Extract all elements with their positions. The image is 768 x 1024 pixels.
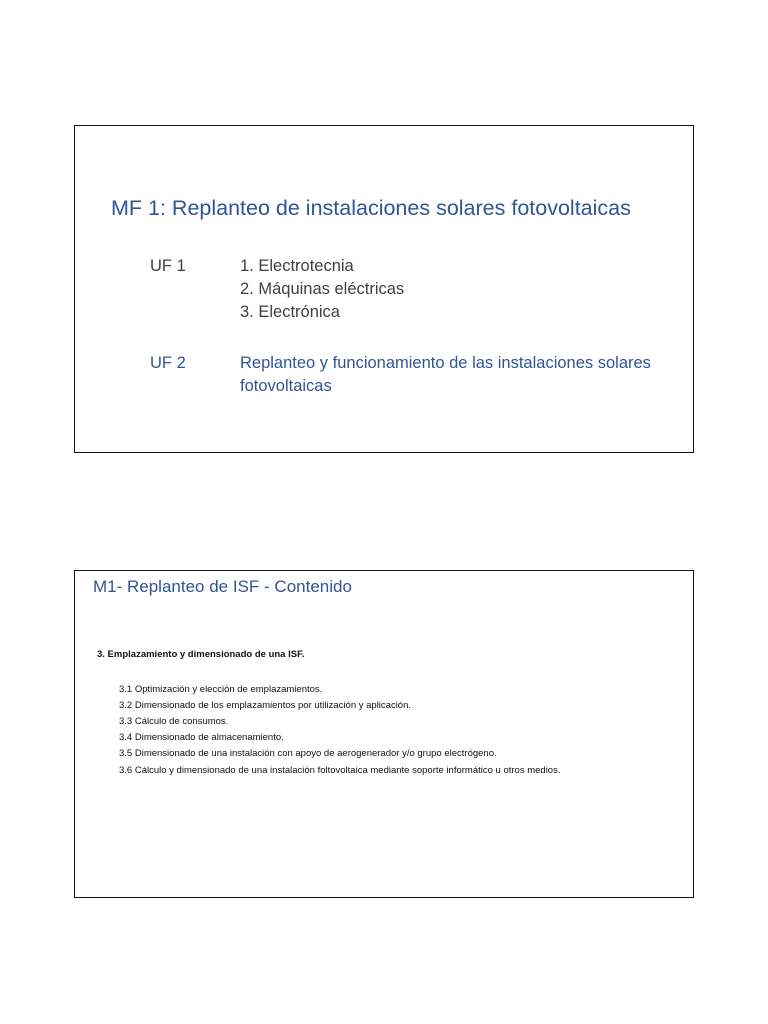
uf2-label: UF 2 — [150, 354, 186, 372]
slide-1-title: MF 1: Replanteo de instalaciones solares fotovoltaicas — [111, 196, 631, 220]
list-item: 3.4 Dimensionado de almacenamiento. — [119, 732, 284, 743]
uf1-item-electrotecnia: 1. Electrotecnia — [240, 257, 354, 275]
section-heading: 3. Emplazamiento y dimensionado de una ISF. — [97, 649, 305, 660]
list-item: 3.1 Optimización y elección de emplazamientos. — [119, 684, 323, 695]
slide-1 — [74, 125, 694, 453]
uf2-text: Replanteo y funcionamiento de las instalaciones solares fotovoltaicas — [240, 354, 651, 395]
list-item: 3.3 Cálculo de consumos. — [119, 716, 229, 727]
uf1-items — [240, 255, 404, 324]
list-item: 3.6 Cálculo y dimensionado de una instalación foltovoltaica mediante soporte informático u otros medios. — [119, 765, 561, 776]
slide-2 — [74, 570, 694, 898]
uf1-item-electronica: 3. Electrónica — [240, 303, 340, 321]
uf1-label: UF 1 — [150, 257, 186, 275]
list-item: 3.5 Dimensionado de una instalación con apoyo de aerogenerador y/o grupo electrógeno. — [119, 748, 497, 759]
contents-list — [119, 682, 639, 777]
list-item: 3.2 Dimensionado de los emplazamientos por utilización y aplicación. — [119, 700, 412, 711]
uf1-item-maquinas-electricas: 2. Máquinas eléctricas — [240, 280, 405, 298]
slide-2-title: M1- Replanteo de ISF - Contenido — [93, 577, 352, 596]
